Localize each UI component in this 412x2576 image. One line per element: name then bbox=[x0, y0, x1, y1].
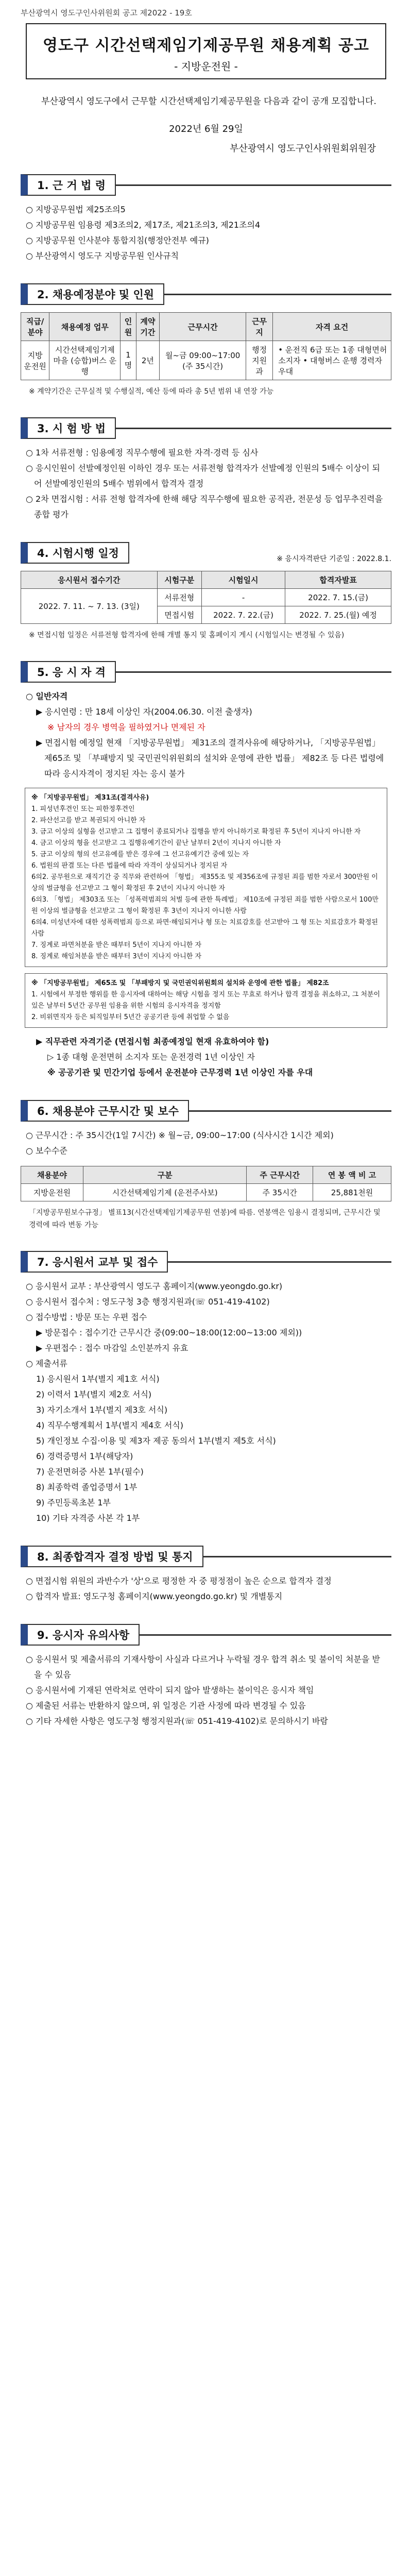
section-5-title: 5. 응 시 자 격 bbox=[21, 661, 116, 683]
list-item: ○ 지방공무원법 제25조의5 bbox=[26, 205, 126, 214]
table-cell: 시간선택제임기제 마을 (승합)버스 운행 bbox=[49, 341, 121, 380]
career-list bbox=[26, 1034, 386, 1080]
pay-table bbox=[21, 1166, 391, 1201]
list-item: ○ 제출서류 bbox=[26, 1359, 67, 1368]
table-cell: 면접시험 bbox=[157, 606, 201, 624]
document-item: 6) 경력증명서 1부(해당자) bbox=[36, 1451, 133, 1461]
list-item: ○ 접수방법 : 방문 또는 우편 접수 bbox=[26, 1312, 147, 1322]
section-5-header bbox=[21, 661, 391, 683]
table-header: 합격자발표 bbox=[285, 571, 391, 589]
table-cell: 서류전형 bbox=[157, 589, 201, 606]
list-item: ○ 보수수준 bbox=[26, 1146, 67, 1156]
divider bbox=[203, 1556, 391, 1557]
box-line: 6. 법원의 판결 또는 다른 법률에 따라 자격이 상실되거나 정지된 자 bbox=[31, 862, 228, 870]
table-header-row bbox=[21, 1166, 391, 1184]
table-header-row bbox=[21, 571, 391, 589]
box-line: 3. 금고 이상의 실형을 선고받고 그 집행이 종료되거나 집행을 받지 아니하기로 확정된 후 5년이 지나지 아니한 자 bbox=[31, 828, 361, 836]
table-cell: 25,881천원 bbox=[313, 1184, 391, 1201]
list-item: ※ 남자의 경우 병역을 필하였거나 면제된 자 bbox=[47, 722, 205, 732]
section-7-title: 7. 응시원서 교부 및 접수 bbox=[21, 1251, 168, 1273]
box-line: 8. 징계로 해임처분을 받은 때부터 3년이 지나지 아니한 자 bbox=[31, 953, 202, 960]
page-subtitle: - 지방운전원 - bbox=[174, 60, 238, 73]
table-cell: 2022. 7. 11. ~ 7. 13. (3일) bbox=[21, 589, 158, 624]
divider bbox=[116, 184, 391, 186]
box-line: 5. 금고 이상의 형의 선고유예를 받은 경우에 그 선고유예기간 중에 있는 자 bbox=[31, 851, 249, 858]
section-7-list bbox=[26, 1279, 386, 1526]
box-title: ※ 「지방공무원법」 제31조(결격사유) bbox=[31, 794, 149, 802]
section-2-header bbox=[21, 283, 391, 305]
section-1-header bbox=[21, 174, 391, 196]
issuer: 부산광역시 영도구인사위원회위원장 bbox=[230, 143, 376, 154]
section-6-list bbox=[26, 1128, 386, 1159]
box-line: 7. 징계로 파면처분을 받은 때부터 5년이 지나지 아니한 자 bbox=[31, 941, 202, 949]
divider bbox=[168, 1261, 391, 1263]
box-line: 4. 금고 이상의 형을 선고받고 그 집행유예기간이 끝난 날부터 2년이 지나지 아니한 자 bbox=[31, 839, 281, 847]
document-item: 2) 이력서 1부(별지 제2호 서식) bbox=[36, 1389, 152, 1399]
section-1-title: 1. 근 거 법 령 bbox=[21, 174, 116, 196]
box-line: 1. 피성년후견인 또는 피한정후견인 bbox=[31, 805, 135, 813]
section-9-header bbox=[21, 1624, 391, 1646]
page-title: 영도구 시간선택제임기제공무원 채용계획 공고 bbox=[43, 37, 369, 55]
table-header: 직급/분야 bbox=[21, 313, 49, 341]
document-item: 7) 운전면허증 사본 1부(필수) bbox=[36, 1467, 144, 1477]
document-item: 9) 주민등록초본 1부 bbox=[36, 1498, 111, 1507]
section-9-list bbox=[26, 1652, 386, 1729]
notice-date: 2022년 6월 29일 bbox=[169, 124, 243, 134]
table-header: 자격 요건 bbox=[273, 313, 391, 341]
document-item: 8) 최종학력 졸업증명서 1부 bbox=[36, 1482, 138, 1492]
table-header: 응시원서 접수기간 bbox=[21, 571, 158, 589]
table-header: 근무시간 bbox=[160, 313, 246, 341]
list-item: ○ 1차 서류전형 : 임용예정 직무수행에 필요한 자격·경력 등 심사 bbox=[26, 448, 259, 457]
table-row bbox=[21, 341, 391, 380]
section-8-list bbox=[26, 1573, 386, 1604]
list-item: ○ 합격자 발표: 영도구청 홈페이지(www.yeongdo.go.kr) 및 개별통지 bbox=[26, 1591, 283, 1601]
table-cell: 시간선택제임기제 (운전주사보) bbox=[83, 1184, 246, 1201]
divider bbox=[140, 1634, 391, 1636]
table-header-row bbox=[21, 313, 391, 341]
footnote: ※ 면접시험 일정은 서류전형 합격자에 한해 개별 통지 및 홈페이지 게시 (시험일시는 변경될 수 있음) bbox=[29, 631, 345, 639]
list-item: ○ 응시원서 교부 : 부산광역시 영도구 홈페이지(www.yeongdo.go.kr) bbox=[26, 1281, 283, 1291]
list-item: ○ 면접시험 위원의 과반수가 '상'으로 평정한 자 중 평정점이 높은 순으로 합격자 결정 bbox=[26, 1576, 332, 1586]
disqualification-box bbox=[25, 788, 387, 967]
table-header: 계약 기간 bbox=[136, 313, 160, 341]
section-3-title: 3. 시 험 방 법 bbox=[21, 417, 116, 439]
restriction-box bbox=[25, 973, 387, 1028]
table-header: 시험구분 bbox=[157, 571, 201, 589]
list-item: ○ 2차 면접시험 : 서류 전형 합격자에 한해 해당 직무수행에 필요한 공직관, 전문성 등 업무추진력을 종합 평가 bbox=[26, 494, 383, 519]
table-cell: 월~금 09:00~17:00 (주 35시간) bbox=[160, 341, 246, 380]
list-item: ○ 응시인원이 선발예정인원 이하인 경우 또는 서류전형 합격자가 선발예정 인원의 5배수 이상이 되어 선발예정인원의 5배수 범위에서 합격자 결정 bbox=[26, 463, 380, 488]
list-item: ○ 제출된 서류는 반환하지 않으며, 위 일정은 기관 사정에 따라 변경될 수 있음 bbox=[26, 1701, 306, 1710]
list-item: ※ 공공기관 및 민간기업 등에서 운전분야 근무경력 1년 이상인 자를 우대 bbox=[47, 1067, 313, 1077]
box-line: 2. 비위면직자 등은 퇴직일부터 5년간 공공기관 등에 취업할 수 없음 bbox=[31, 1013, 230, 1021]
recruit-table bbox=[21, 312, 391, 380]
table-cell: 지방 운전원 bbox=[21, 341, 49, 380]
box-line: 6의3. 「형법」 제303조 또는 「성폭력범죄의 처벌 등에 관한 특례법」 제10조에 규정된 죄를 범한 사람으로서 100만원 이상의 벌금형을 선고받고 그 형이 확정된 후 3년이 지나지 아니한 사람 bbox=[31, 896, 379, 915]
list-heading: ○ 일반자격 bbox=[26, 691, 68, 701]
divider bbox=[116, 428, 391, 429]
table-cell: • 운전직 6급 또는 1종 대형면허 소지자 • 대형버스 운행 경력자 우대 bbox=[273, 341, 391, 380]
section-9-title: 9. 응시자 유의사항 bbox=[21, 1624, 140, 1646]
intro-text: 부산광역시 영도구에서 근무할 시간선택제임기제공무원을 다음과 같이 공개 모집합니다. bbox=[41, 96, 376, 107]
table-header: 근무지 bbox=[246, 313, 272, 341]
table-cell: 2022. 7. 22.(금) bbox=[201, 606, 285, 624]
document-item: 3) 자기소개서 1부(별지 제3호 서식) bbox=[36, 1405, 168, 1415]
section-4-note: ※ 응시자격판단 기준일 : 2022.8.1. bbox=[277, 555, 391, 563]
box-line: 6의2. 공무원으로 재직기간 중 직무와 관련하여 「형법」 제355조 및 제356조에 규정된 죄를 범한 자로서 300만원 이상의 벌금형을 선고받고 그 형이 확정된 후 2년이 지나지 아니한 자 bbox=[31, 873, 378, 892]
box-line: 2. 파산선고를 받고 복권되지 아니한 자 bbox=[31, 817, 146, 824]
list-item: ○ 응시원서 및 제출서류의 기재사항이 사실과 다르거나 누락될 경우 합격 취소 및 불이익 처분을 받을 수 있음 bbox=[26, 1654, 380, 1680]
footnote: 「지방공무원보수규정」 별표13(시간선택제임기제공무원 연봉)에 따름. 연봉액은 임용시 결정되며, 근무시간 및 경력에 따라 변동 가능 bbox=[29, 1209, 381, 1229]
section-8-title: 8. 최종합격자 결정 방법 및 통지 bbox=[21, 1546, 203, 1567]
table-cell: 2년 bbox=[136, 341, 160, 380]
document-item: 1) 응시원서 1부(별지 제1호 서식) bbox=[36, 1374, 160, 1384]
table-header: 채용분야 bbox=[21, 1166, 83, 1184]
document-item: 4) 직무수행계획서 1부(별지 제4호 서식) bbox=[36, 1420, 183, 1430]
section-3-list bbox=[26, 445, 386, 522]
table-header: 연 봉 액 비 고 bbox=[313, 1166, 391, 1184]
table-cell: 주 35시간 bbox=[247, 1184, 313, 1201]
table-row bbox=[21, 589, 391, 606]
table-header: 주 근무시간 bbox=[247, 1166, 313, 1184]
table-header: 구분 bbox=[83, 1166, 246, 1184]
table-cell: 지방운전원 bbox=[21, 1184, 83, 1201]
divider bbox=[164, 294, 391, 295]
list-item: ○ 근무시간 : 주 35시간(1일 7시간) ※ 월~금, 09:00~17:00 (식사시간 1시간 제외) bbox=[26, 1130, 334, 1140]
divider bbox=[116, 671, 391, 673]
list-item: ○ 지방공무원 임용령 제3조의2, 제17조, 제21조의3, 제21조의4 bbox=[26, 220, 261, 230]
notice-number: 부산광역시 영도구인사위원회 공고 제2022 - 19호 bbox=[21, 8, 192, 18]
schedule-table bbox=[21, 571, 391, 624]
list-item: ○ 부산광역시 영도구 지방공무원 인사규칙 bbox=[26, 251, 179, 261]
section-7-header bbox=[21, 1251, 391, 1273]
section-3-header bbox=[21, 417, 391, 439]
title-box bbox=[26, 23, 386, 79]
list-item: ▶ 방문접수 : 접수기간 근무시간 중(09:00~18:00(12:00~13:00 제외)) bbox=[36, 1328, 302, 1337]
table-header: 인원 bbox=[121, 313, 136, 341]
list-item: ▶ 면접시험 예정일 현재 「지방공무원법」 제31조의 결격사유에 해당하거나, 「지방공무원법」 제65조 및 「부패방지 및 국민권익위원회의 설치와 운영에 관한 법률」 제82조 등 다른 법령에 따라 응시자격이 정지된 자는 응시 불가 bbox=[36, 738, 384, 778]
section-6-title: 6. 채용분야 근무시간 및 보수 bbox=[21, 1100, 189, 1122]
list-item: ○ 지방공무원 인사분야 통합지침(행정안전부 예규) bbox=[26, 235, 209, 245]
table-cell: 행정 지원과 bbox=[246, 341, 272, 380]
section-5-list bbox=[26, 689, 386, 782]
section-1-list bbox=[26, 202, 386, 264]
box-line: 1. 시험에서 부정한 행위를 한 응시자에 대하여는 해당 시험을 정지 또는 무효로 하거나 합격 결정을 취소하고, 그 처분이 있은 날부터 5년간 공무원 임용을 위한 시험의 응시자격을 정지함 bbox=[31, 991, 381, 1010]
section-8-header bbox=[21, 1546, 391, 1567]
document-item: 5) 개인정보 수집·이용 및 제3자 제공 동의서 1부(별지 제5호 서식) bbox=[36, 1436, 276, 1446]
table-cell: 1명 bbox=[121, 341, 136, 380]
section-2-title: 2. 채용예정분야 및 인원 bbox=[21, 283, 164, 305]
section-4-header bbox=[21, 542, 391, 564]
list-item: ▷ 1종 대형 운전면허 소지자 또는 운전경력 1년 이상인 자 bbox=[47, 1052, 255, 1062]
table-cell: 2022. 7. 25.(월) 예정 bbox=[285, 606, 391, 624]
table-header: 채용예정 업무 bbox=[49, 313, 121, 341]
list-item: ○ 기타 자세한 사항은 영도구청 행정지원과(☏ 051-419-4102)로 문의하시기 바람 bbox=[26, 1716, 328, 1726]
table-cell: - bbox=[201, 589, 285, 606]
section-6-header bbox=[21, 1100, 391, 1122]
table-header: 시험일시 bbox=[201, 571, 285, 589]
footnote: ※ 계약기간은 근무실적 및 수행실적, 예산 등에 따라 총 5년 범위 내 연장 가능 bbox=[29, 387, 274, 396]
box-title: ※ 「지방공무원법」 제65조 및 「부패방지 및 국민권익위원회의 설치와 운영에 관한 법률」 제82조 bbox=[31, 979, 329, 987]
table-cell: 2022. 7. 15.(금) bbox=[285, 589, 391, 606]
list-item: ○ 응시원서에 기재된 연락처로 연락이 되지 않아 발생하는 불이익은 응시자 책임 bbox=[26, 1685, 314, 1695]
section-4-title: 4. 시험시행 일정 bbox=[21, 542, 129, 564]
list-item: ▶ 응시연령 : 만 18세 이상인 자(2004.06.30. 이전 출생자) bbox=[36, 707, 252, 717]
document-item: 10) 기타 자격증 사본 각 1부 bbox=[36, 1513, 140, 1523]
list-item: ○ 응시원서 접수처 : 영도구청 3층 행정지원과(☏ 051-419-4102) bbox=[26, 1297, 270, 1307]
box-line: 6의4. 미성년자에 대한 성폭력범죄 등으로 파면·해임되거나 형 또는 치료감호를 선고받아 그 형 또는 치료감호가 확정된 사람 bbox=[31, 919, 378, 938]
list-item: ▶ 직무관련 자격기준 (면접시험 최종예정일 현재 유효하여야 함) bbox=[36, 1037, 269, 1046]
list-item: ▶ 우편접수 : 접수 마감일 소인분까지 유효 bbox=[36, 1343, 188, 1353]
divider bbox=[189, 1110, 391, 1112]
table-row bbox=[21, 1184, 391, 1201]
